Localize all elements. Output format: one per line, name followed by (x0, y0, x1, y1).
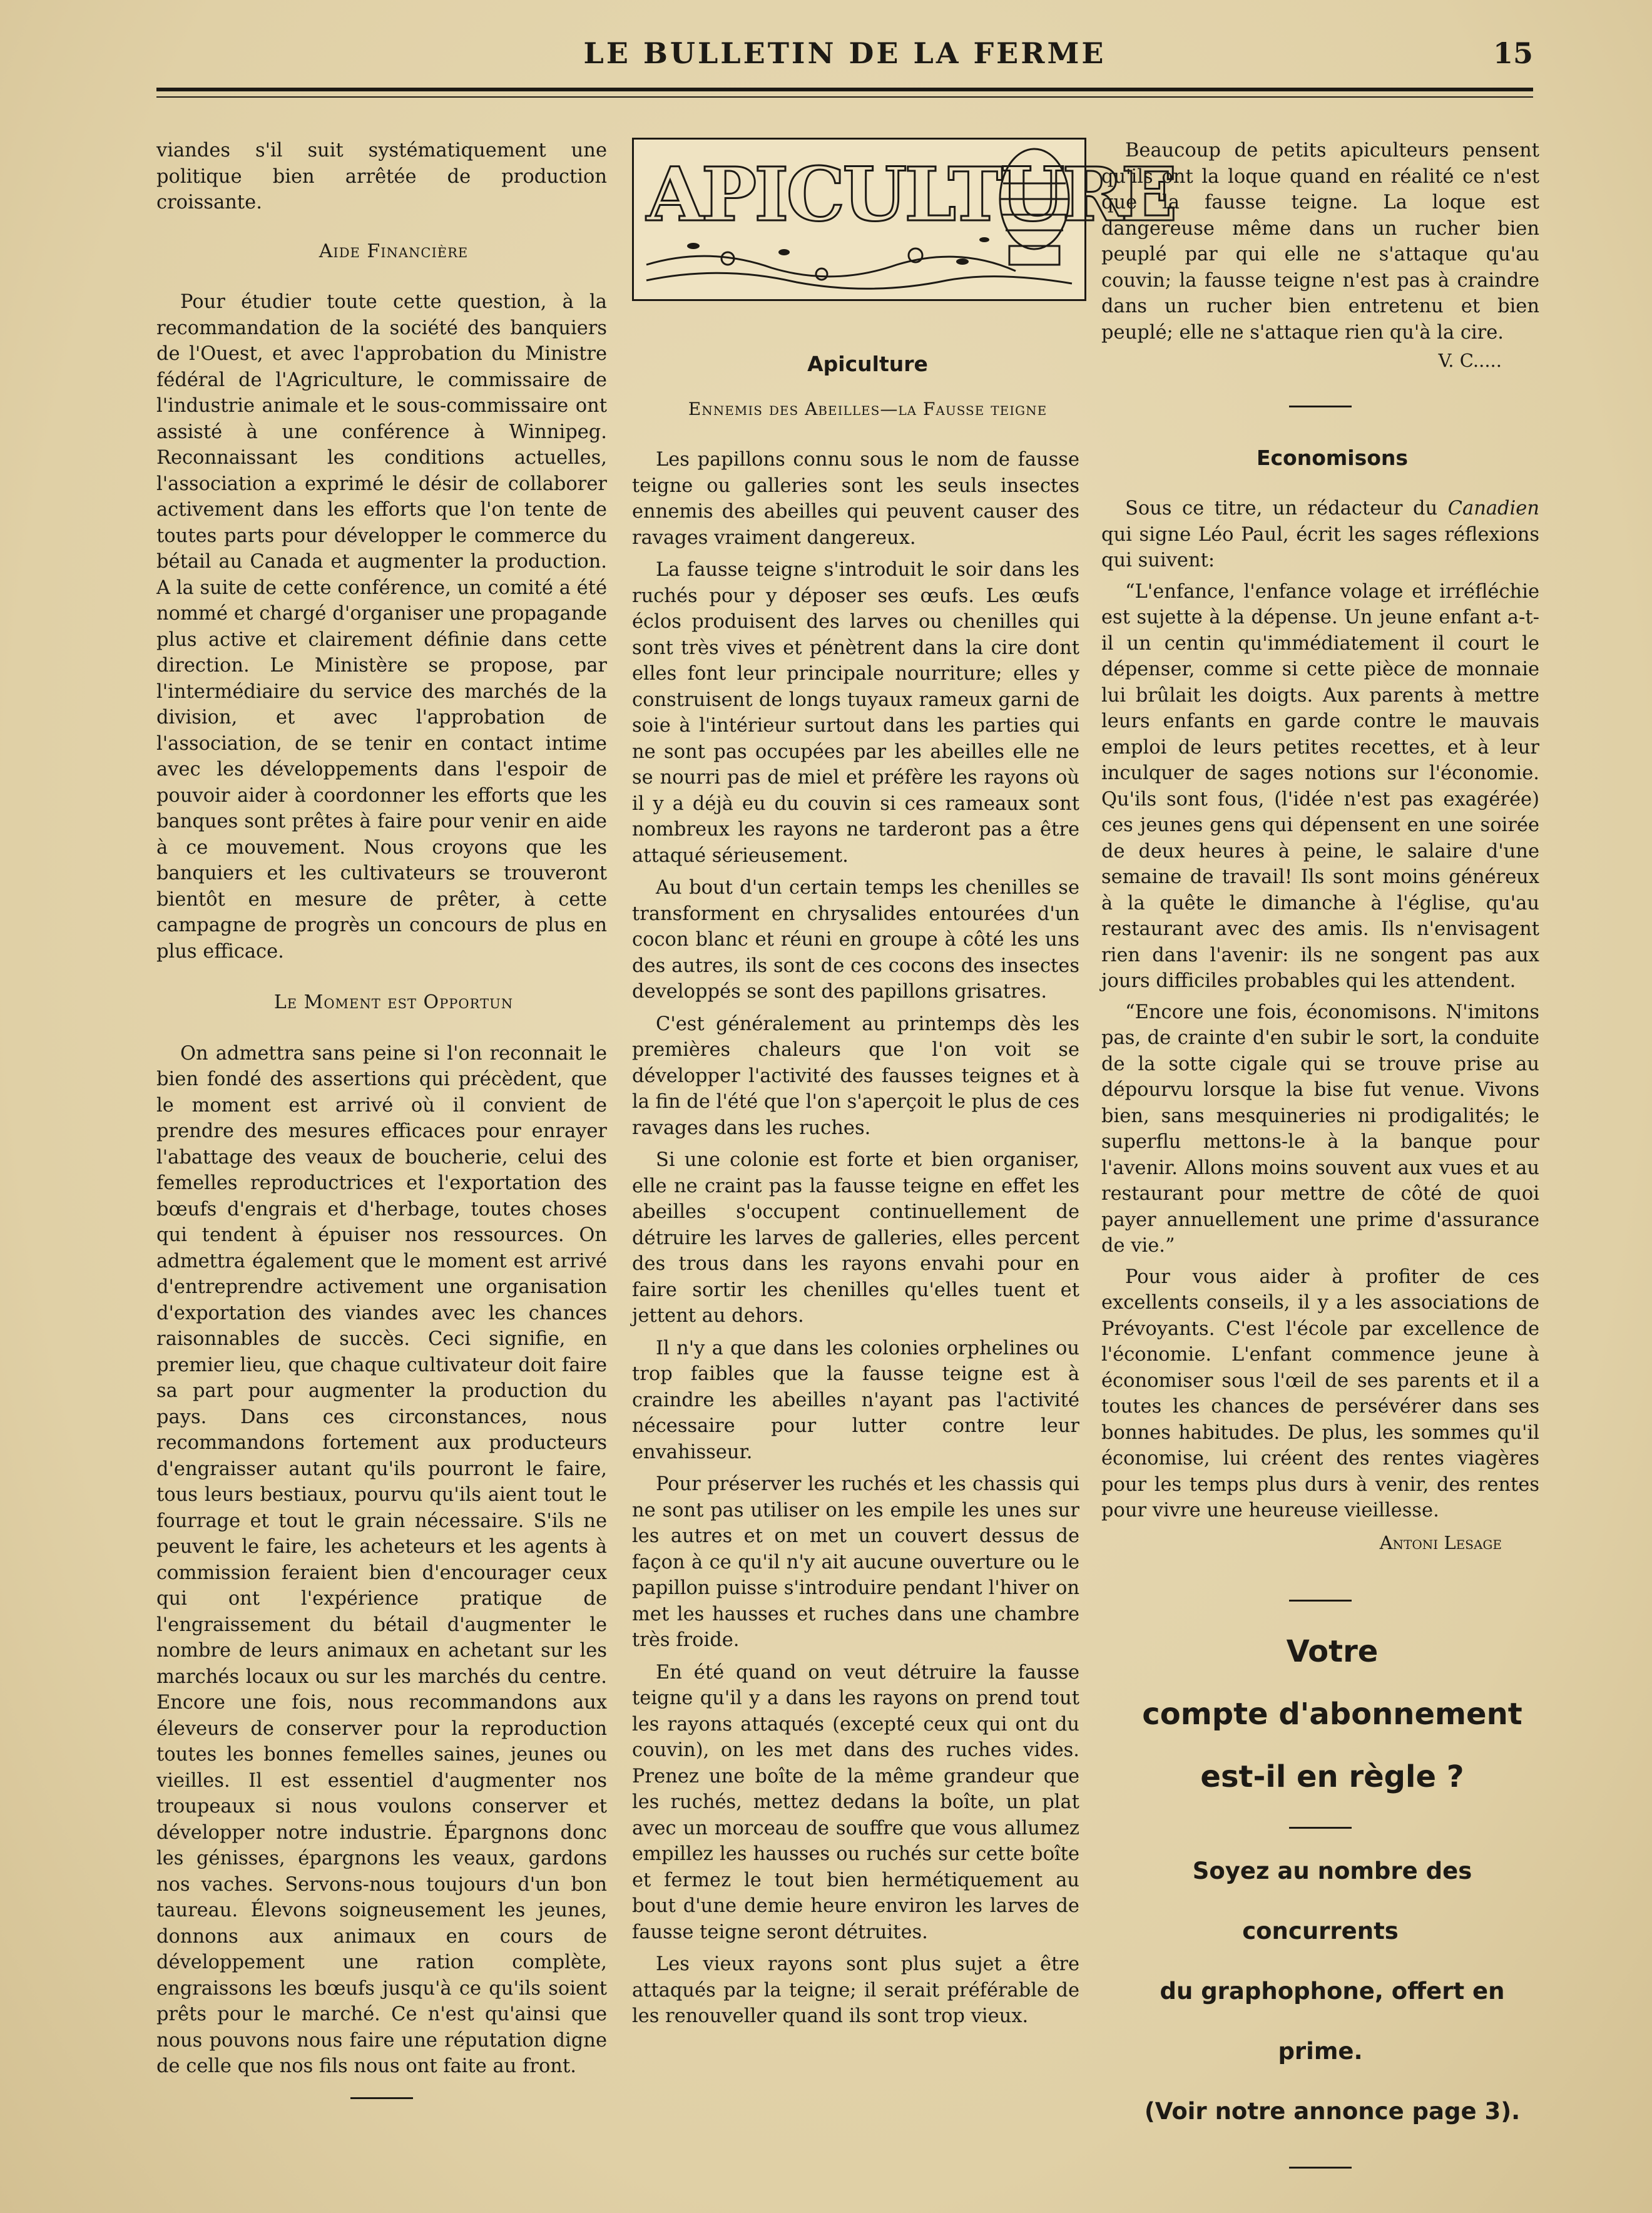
header-rule-thin (156, 96, 1533, 98)
signature-antoni-lesage: Antoni Lesage (1379, 1531, 1502, 1553)
subscription-promo (1101, 1620, 1539, 2169)
paragraph: En été quand on veut détruire la fausse teigne qu'il y a dans les rayons on prend tout les rayons attaqués (excepté ceux qui ont du couvin), on les met dans des ruches vides. Prenez une boîte de la même grandeur que les ruchés, mettez dedans la boîte, un plat avec un morceau de souffre que vous allumez empillez les hausses ou ruchés sur cette boîte et fermez le tout bien hermétiquement au bout d'une demie heure environ les larves de fausse teigne seront détruites. (632, 1661, 1079, 1943)
column-right (1101, 138, 1539, 2169)
paragraph: Les vieux rayons sont plus sujet a être attaqués par la teigne; il serait préférable de les renouveller quand ils sont trop vieux. (632, 1953, 1079, 2027)
text-span: Sous ce titre, un rédacteur du (1125, 498, 1448, 519)
paragraph: “L'enfance, l'enfance volage et irréfléchie est sujette à la dépense. Un jeune enfant a-t-il un centin qu'immédiatement il court le dépenser, comme si cette pièce de monnaie lui brûlait les doigts. Aux parents à mettre leurs enfants en garde contre le mauvais emploi de leurs petites recettes, et à leur inculquer de sages notions sur l'économie. Qu'ils sont fous, (l'idée n'est pas exagérée) ces jeunes gens qui dépensent en une soirée de deux heures à peine, le salaire d'une semaine de travail! Ils sont moins généreux à la quête le dimanche à l'église, qu'au restaurant avec des amis. Ils n'envisagent rien dans l'avenir: ils ne songent pas aux jours difficiles probables qui les attendent. (1101, 580, 1539, 992)
newspaper-name: Canadien (1447, 498, 1539, 519)
paragraph: Pour étudier toute cette question, à la recommandation de la société des banquiers de l'Ouest, et avec l'approbation du Ministre fédéral de l'Agriculture, le commissaire de l'industrie animale et le sous-commissaire ont assisté à une conférence à Winnipeg. Reconnaissant les conditions actuelles, l'association a exprimé le désir de collaborer activement dans les efforts que l'on tente de toutes parts pour développer le commerce du bétail au Canada et augmenter la production. A la suite de cette conférence, un comité a été nommé et chargé d'organiser une propagande plus active et clairement définie dans cette direction. Le Ministère se propose, par l'intermédiaire du service des marchés de la division, et avec l'approbation de l'association, de se tenir en contact intime avec les développements dans l'espoir de pouvoir aider à coordonner les efforts que les banques sont prêtes à faire pour venir en aide à ce mouvement. Nous croyons que les banquiers et les cultivateurs se trouveront bientôt en mesure de prêter, à cette campagne de progrès un concours de plus en plus efficace. (156, 291, 607, 963)
paragraph: C'est généralement au printemps dès les premières chaleurs que l'on voit se développer l'activité des fausses teignes et à la fin de l'été que l'on s'aperçoit le plus de ces ravages dans les ruches. (632, 1013, 1079, 1139)
header-rule-thick (156, 88, 1533, 91)
subheading-aide-financiere: Aide Financière (319, 240, 469, 262)
paragraph: On admettra sans peine si l'on reconnait le bien fondé des assertions qui précèdent, que le moment est arrivé où il convient de prendre des mesures efficaces pour enrayer l'abattage des veaux de boucherie, celui des femelles reproductrices et l'exportation des bœufs d'engrais et d'herbage, toutes choses qui tendent à épuiser nos ressources. On admettra également que le moment est arrivé d'entreprendre activement une organisation d'exportation des viandes avec les chances raisonnables de succès. Ceci signifie, en premier lieu, que chaque cultivateur doit faire sa part pour augmenter la production du pays. Dans ces circonstances, nous recommandons fortement aux producteurs d'engraisser autant qu'ils pourront le faire, tous leurs bestiaux, pourvu qu'ils aient tout le fourrage et tout le grain nécessaire. S'ils ne peuvent le faire, les acheteurs et les agents à commission feraient bien d'encourager ceux qui ont l'expérience pratique de l'engraissement du bétail d'augmenter le nombre de leurs animaux en achetant sur les marchés locaux ou sur les marchés du centre. Encore une fois, nous recommandons aux éleveurs de conserver pour la reproduction toutes les bonnes femelles saines, jeunes ou vieilles. Il est essentiel d'augmenter nos troupeaux si nous voulons conserver et développer notre industrie. Épargnons donc les génisses, épargnons les veaux, gardons nos vaches. Servons-nous toujours d'un bon taureau. Élevons soigneusement les jeunes, donnons aux animaux en cours de développement une ration complète, engraissons les bœufs jusqu'à ce qu'ils soient prêts pour le marché. Ce n'est qu'ainsi que nous pouvons nous faire une réputation digne de celle que nos fils nous ont faite au front. (156, 1042, 607, 2077)
section-divider (1289, 2167, 1352, 2169)
paragraph: Pour préserver les ruchés et les chassis qui ne sont pas utiliser on les empile les unes sur les autres et on met un couvert dessus de façon à ce qu'il n'y ait aucune ouverture ou le papillon puisse s'introduire pendant l'hiver on met les hausses et ruches dans une chambre très froide. (632, 1473, 1079, 1651)
promo-line: du graphophone, offert en prime. (1160, 1978, 1505, 2065)
promo-line: Soyez au nombre des concurrents (1192, 1858, 1472, 1945)
signature-vc: V. C..... (1438, 350, 1502, 371)
column-left (156, 138, 607, 2099)
column-middle (632, 138, 1175, 2030)
page-number: 15 (1492, 36, 1533, 70)
paragraph: Les papillons connu sous le nom de fausse teigne ou galleries sont les seuls insectes ennemis des abeilles qui peuvent causer des ravages vraiment dangereux. (632, 449, 1079, 549)
section-title-apiculture: Apiculture (807, 352, 928, 376)
promo-line: est-il en règle ? (1200, 1759, 1464, 1794)
paragraph-intro (1101, 496, 1539, 574)
paragraph: Si une colonie est forte et bien organiser, elle ne craint pas la fausse teigne en effet les abeilles s'occupent continuellement de détruire les larves de galleries, elles percent des trous dans les rayons envahi pour en faire sortir les chenilles qu'elles tuent et jettent au dehors. (632, 1149, 1079, 1327)
promo-line: compte d'abonnement (1142, 1697, 1522, 1732)
paragraph: Il n'y a que dans les colonies orphelines ou trop faibles que la fausse teigne est à craindre les abeilles n'ayant pas l'activité nécessaire pour lutter contre leur envahisseur. (632, 1337, 1079, 1463)
paragraph: Pour vous aider à profiter de ces excellents conseils, il y a les associations de Prévoyants. C'est l'école par excellence de l'économie. L'enfant commence jeune à économiser sous l'œil de ses parents et il a toutes les chances de persévérer dans ses bonnes habitudes. De plus, les sommes qu'il économise, lui créent des rentes viagères pour les temps plus durs à venir, des rentes pour vivre une heureuse vieillesse. (1101, 1265, 1539, 1521)
apiculture-logo-text: APICULTURE (646, 151, 1175, 238)
paragraph: Beaucoup de petits apiculteurs pensent qu'ils ont la loque quand en réalité ce n'est que la fausse teigne. La loque est dangereuse même dans un rucher bien peuplé par qui elle ne s'attaque qu'au couvin; la fausse teigne n'est pas à craindre dans un rucher bien entretenu et bien peuplé; elle ne s'attaque rien qu'à la cire. (1101, 140, 1539, 344)
subtitle-ennemis-abeilles: Ennemis des Abeilles—la Fausse teigne (688, 398, 1048, 419)
apiculture-logo (632, 138, 1175, 301)
paragraph: viandes s'il suit systématiquement une politique bien arrêtée de production croissante. (156, 140, 607, 213)
subheading-moment-opportun: Le Moment est Opportun (273, 991, 514, 1013)
publication-title: LE BULLETIN DE LA FERME (583, 36, 1106, 70)
section-title-economisons: Economisons (1256, 445, 1409, 470)
paragraph: “Encore une fois, économisons. N'imitons pas, de crainte d'en subir le sort, la conduite de la sotte cigale qui se trouve prise au dépourvu lorsque la bise fut venue. Vivons bien, sans mesquineries ni prodigalités; le superflu mettons-le à la banque pour l'avenir. Allons moins souvent aux vues et au restaurant pour mettre de côté de quoi payer annuellement une prime d'assurance de vie.” (1101, 1001, 1539, 1257)
running-header (156, 36, 1533, 80)
promo-line: (Voir notre annonce page 3). (1144, 2098, 1521, 2125)
paragraph: La fausse teigne s'introduit le soir dans les ruchés pour y déposer ses œufs. Les œufs éclos produisent des larves ou chenilles qui sont très vives et pénètrent dans la cire dont elles font leur principale nourriture; elles y construisent de longs tuyaux rameux garni de soie à l'intérieur surtout dans les parties qui ne sont pas occupées par les abeilles elle ne se nourri pas de miel et préfère les rayons où il y a déjà eu du couvin si ces rameaux sont nombreux les rayons ne tarderont pas a être attaqué sérieusement. (632, 559, 1079, 867)
text-span: qui signe Léo Paul, écrit les sages réflexions qui suivent: (1101, 523, 1539, 571)
paragraph: Au bout d'un certain temps les chenilles se transforment en chrysalides entourées d'un cocon blanc et réuni en groupe à côté les uns des autres, ils sont de ces cocons des insectes developpés se sont des papillons grisatres. (632, 877, 1079, 1003)
promo-line: Votre (1286, 1634, 1379, 1669)
section-divider (350, 2097, 413, 2099)
